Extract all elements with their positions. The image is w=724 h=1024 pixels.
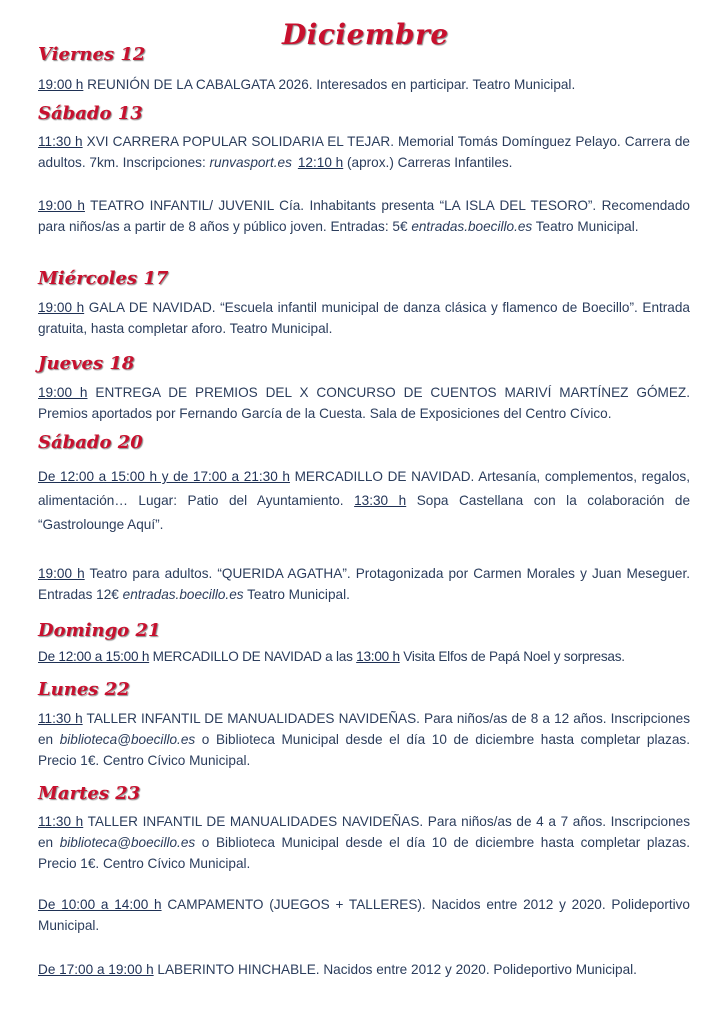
event-text: Sopa Castellana con la colaboración de “Gastrolounge Aquí”. [38,493,691,532]
day-heading-sabado-13: Sábado 13 [38,103,143,124]
event-taller-martes [38,811,690,874]
day-heading-viernes-12: Viernes 12 [38,44,146,65]
event-text: o Biblioteca Municipal desde el día 10 de diciembre hasta completar plazas. Precio 1€. Centro Cívico Municipal. [38,732,690,768]
event-text: TALLER INFANTIL DE MANUALIDADES NAVIDEÑAS. Para niños/as de 8 a 12 años. Inscripciones en [38,711,690,747]
event-laberinto-hinchable [38,959,690,980]
email-link[interactable]: biblioteca@boecillo.es [59,732,196,747]
event-text: ENTREGA DE PREMIOS DEL X CONCURSO DE CUENTOS MARIVÍ MARTÍNEZ GÓMEZ. Premios aportados por Fernando García de la Cuesta. Sala de Exposiciones del Centro Cívico. [38,385,690,421]
event-time: 11:30 h [38,814,84,829]
event-text: REUNIÓN DE LA CABALGATA 2026. Interesados en participar. Teatro Municipal. [83,77,576,92]
event-text: Teatro para adultos. “QUERIDA AGATHA”. Protagonizada por Carmen Morales y Juan Meseguer. Entradas 12€ [38,566,690,602]
event-querida-agatha [38,563,690,605]
event-carrera-popular [38,131,690,173]
event-time: 19:00 h [38,198,85,213]
day-heading-miercoles-17: Miércoles 17 [38,268,169,289]
event-time: 19:00 h [38,566,85,581]
event-time-secondary: 13:00 h [356,649,400,664]
page-title: Diciembre [282,18,449,51]
tickets-link[interactable]: entradas.boecillo.es [122,587,244,602]
event-teatro-infantil [38,195,690,237]
event-campamento [38,894,690,936]
event-time: 11:30 h [38,134,83,149]
event-text: MERCADILLO DE NAVIDAD a las [149,649,357,664]
day-heading-domingo-21: Domingo 21 [38,620,161,641]
event-taller-lunes [38,708,690,771]
event-cabalgata [38,74,690,95]
event-time: 19:00 h [38,300,85,315]
event-text: Teatro Municipal. [532,219,639,234]
day-heading-martes-23: Martes 23 [38,783,141,804]
event-time: De 17:00 a 19:00 h [38,962,154,977]
event-mercadillo-sabado [38,465,690,537]
event-text: TALLER INFANTIL DE MANUALIDADES NAVIDEÑAS. Para niños/as de 4 a 7 años. Inscripciones en [38,814,690,850]
event-time: De 10:00 a 14:00 h [38,897,162,912]
registration-link[interactable]: runvasport.es [209,155,292,170]
day-heading-lunes-22: Lunes 22 [38,679,130,700]
event-time: De 12:00 a 15:00 h [38,649,150,664]
event-text: o Biblioteca Municipal desde el día 10 de diciembre hasta completar plazas. Precio 1€. Centro Cívico Municipal. [38,835,690,871]
event-premios-cuentos [38,382,690,424]
event-time: 11:30 h [38,711,83,726]
tickets-link[interactable]: entradas.boecillo.es [411,219,533,234]
event-text: CAMPAMENTO (JUEGOS + TALLERES). Nacidos entre 2012 y 2020. Polideportivo Municipal. [38,897,690,933]
event-text: Visita Elfos de Papá Noel y sorpresas. [399,649,625,664]
event-text: XVI CARRERA POPULAR SOLIDARIA EL TEJAR. Memorial Tomás Domínguez Pelayo. Carrera de adultos. 7km. Inscripciones: [38,134,690,170]
event-text: LABERINTO HINCHABLE. Nacidos entre 2012 y 2020. Polideportivo Municipal. [153,962,637,977]
event-text: TEATRO INFANTIL/ JUVENIL Cía. Inhabitants presenta “LA ISLA DEL TESORO”. Recomendado para niños/as a partir de 8 años y público joven. Entradas: 5€ [38,198,690,234]
event-text: Teatro Municipal. [243,587,350,602]
day-heading-jueves-18: Jueves 18 [38,353,135,374]
event-mercadillo-domingo [38,646,690,667]
event-gala-navidad [38,297,690,339]
email-link[interactable]: biblioteca@boecillo.es [59,835,196,850]
event-time: 19:00 h [38,77,84,92]
event-time: 19:00 h [38,385,88,400]
event-text: (aprox.) Carreras Infantiles. [343,155,513,170]
event-text: GALA DE NAVIDAD. “Escuela infantil municipal de danza clásica y flamenco de Boecillo”. Entrada gratuita, hasta completar aforo. Teatro Municipal. [38,300,690,336]
event-time: De 12:00 a 15:00 h y de 17:00 a 21:30 h [38,469,290,484]
event-text: MERCADILLO DE NAVIDAD. Artesanía, complementos, regalos, alimentación… Lugar: Patio del Ayuntamiento. [38,469,690,508]
day-heading-sabado-20: Sábado 20 [38,432,143,453]
event-time-secondary: 13:30 h [354,493,407,508]
event-time-secondary: 12:10 h [297,155,344,170]
